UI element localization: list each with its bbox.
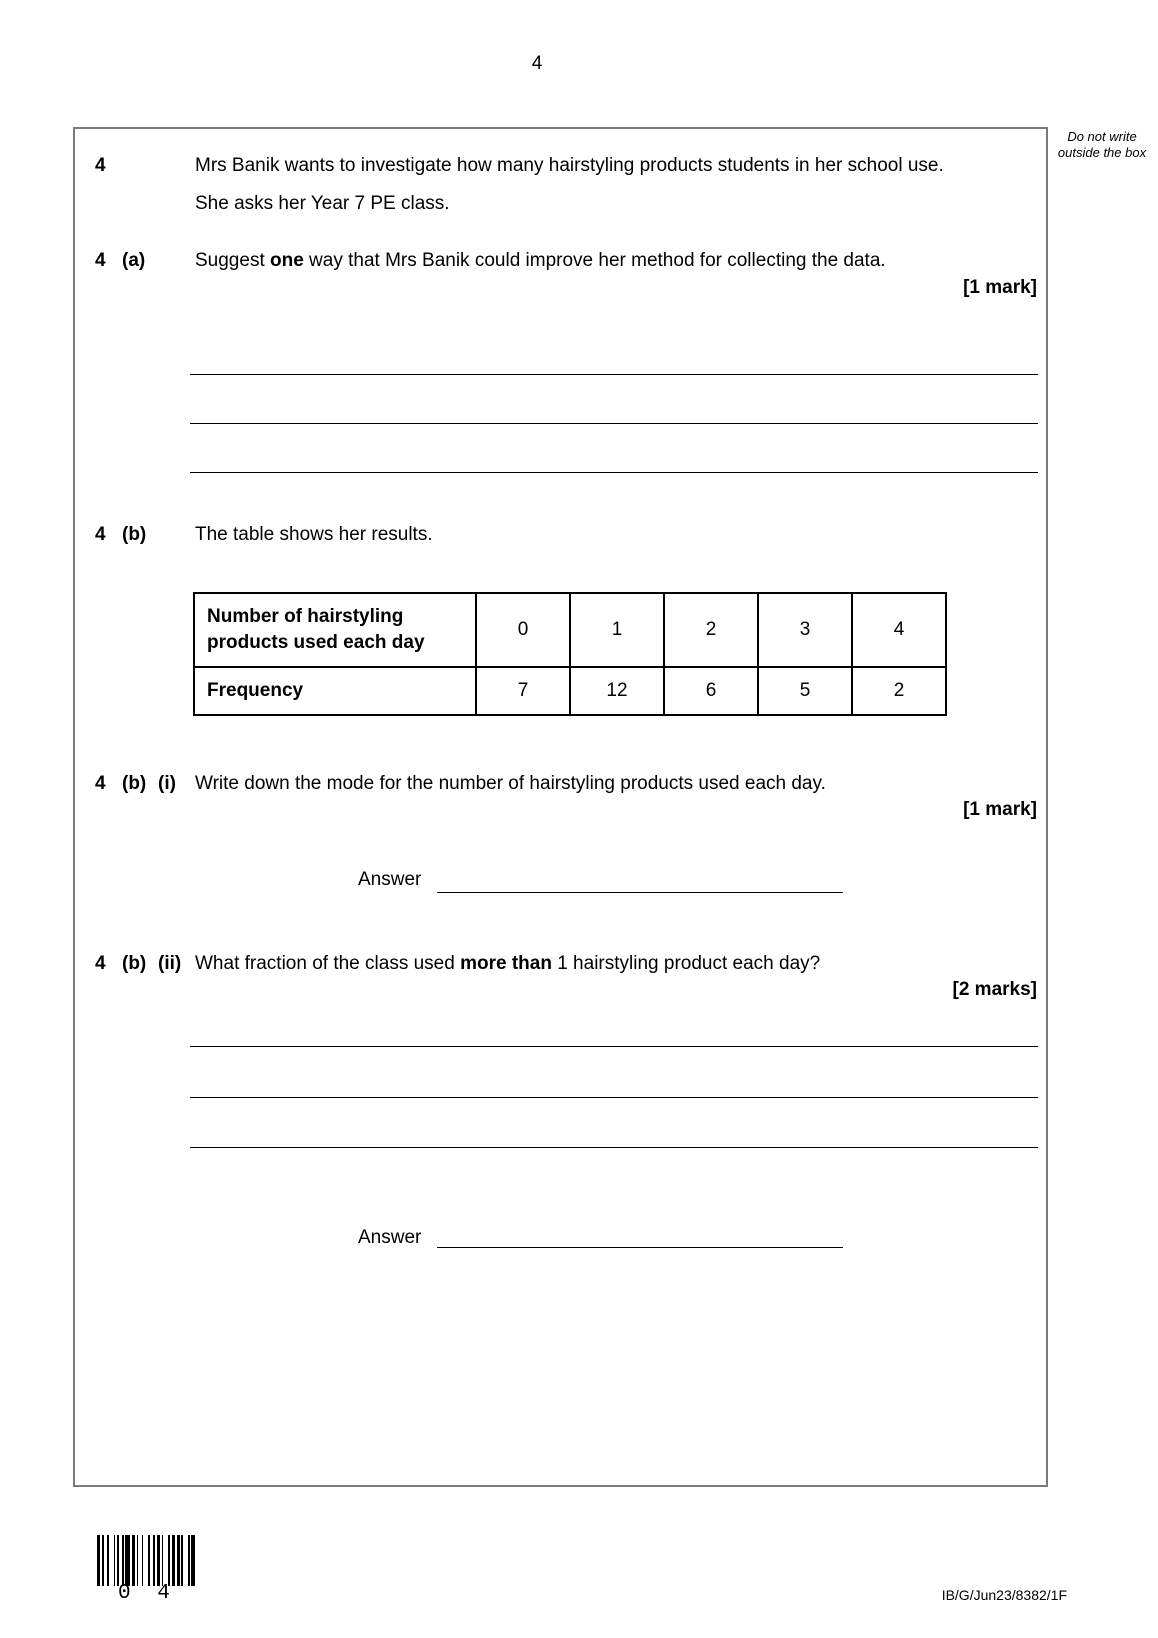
part-bii-question-number: 4 — [95, 953, 106, 974]
table-cell: 12 — [570, 667, 664, 715]
barcode-bar — [195, 1535, 198, 1586]
part-bii-text-bold: more than — [460, 953, 552, 974]
footer-paper-code: IB/G/Jun23/8382/1F — [941, 1587, 1067, 1603]
part-bii-answer-line[interactable] — [437, 1247, 843, 1248]
part-bii-answer-label: Answer — [358, 1227, 422, 1248]
question-intro-line1: Mrs Banik wants to investigate how many hairstyling products students in her school use. — [195, 155, 944, 176]
part-a-answer-line-2[interactable] — [190, 423, 1038, 424]
part-a-question-number: 4 — [95, 250, 106, 271]
margin-note: Do not write outside the box — [1057, 129, 1147, 160]
part-bi-answer-line[interactable] — [437, 892, 843, 893]
table-cell: 5 — [758, 667, 852, 715]
part-bii-label: (b) — [122, 953, 147, 974]
table-header-frequency: Frequency — [194, 667, 476, 715]
page-number: 4 — [531, 53, 543, 74]
part-bi-question-text: Write down the mode for the number of hairstyling products used each day. — [195, 773, 826, 794]
part-bii-text-after: 1 hairstyling product each day? — [551, 953, 821, 974]
part-bi-label: (b) — [122, 773, 147, 794]
table-header-products: Number of hairstyling products used each day — [194, 593, 476, 667]
part-a-text-before: Suggest — [195, 250, 270, 271]
table-cell: 0 — [476, 593, 570, 667]
question-intro-line2: She asks her Year 7 PE class. — [195, 193, 450, 214]
table-cell: 2 — [664, 593, 758, 667]
part-bi-question-number: 4 — [95, 773, 106, 794]
part-bi-sublabel: (i) — [158, 773, 176, 794]
table-cell: 7 — [476, 667, 570, 715]
table-cell: 4 — [852, 593, 946, 667]
part-a-answer-line-1[interactable] — [190, 374, 1038, 375]
part-a-text-bold: one — [270, 250, 304, 271]
part-a-text-after: way that Mrs Banik could improve her method for collecting the data. — [303, 250, 886, 271]
part-a-question-text — [195, 249, 886, 272]
part-bii-answer-line-2[interactable] — [190, 1097, 1038, 1098]
part-bi-marks: [1 mark] — [963, 799, 1037, 820]
part-a-marks: [1 mark] — [963, 277, 1037, 298]
part-b-question-number: 4 — [95, 524, 106, 545]
table-cell: 2 — [852, 667, 946, 715]
part-bii-answer-line-1[interactable] — [190, 1046, 1038, 1047]
results-table — [193, 592, 947, 716]
part-a-answer-line-3[interactable] — [190, 472, 1038, 473]
part-bii-sublabel: (ii) — [158, 953, 182, 974]
part-b-label: (b) — [122, 524, 147, 545]
table-cell: 6 — [664, 667, 758, 715]
part-bii-marks: [2 marks] — [952, 979, 1037, 1000]
part-bii-text-before: What fraction of the class used — [195, 953, 461, 974]
table-row-frequency — [194, 667, 946, 715]
part-bi-answer-label: Answer — [358, 869, 422, 890]
question-number: 4 — [95, 155, 106, 176]
table-row-products — [194, 593, 946, 667]
barcode — [97, 1535, 198, 1586]
table-cell: 3 — [758, 593, 852, 667]
part-bii-answer-line-3[interactable] — [190, 1147, 1038, 1148]
table-cell: 1 — [570, 593, 664, 667]
part-a-label: (a) — [122, 250, 146, 271]
barcode-digits: 0 4 — [118, 1582, 177, 1605]
part-bii-question-text — [195, 952, 820, 975]
part-b-text: The table shows her results. — [195, 524, 433, 545]
